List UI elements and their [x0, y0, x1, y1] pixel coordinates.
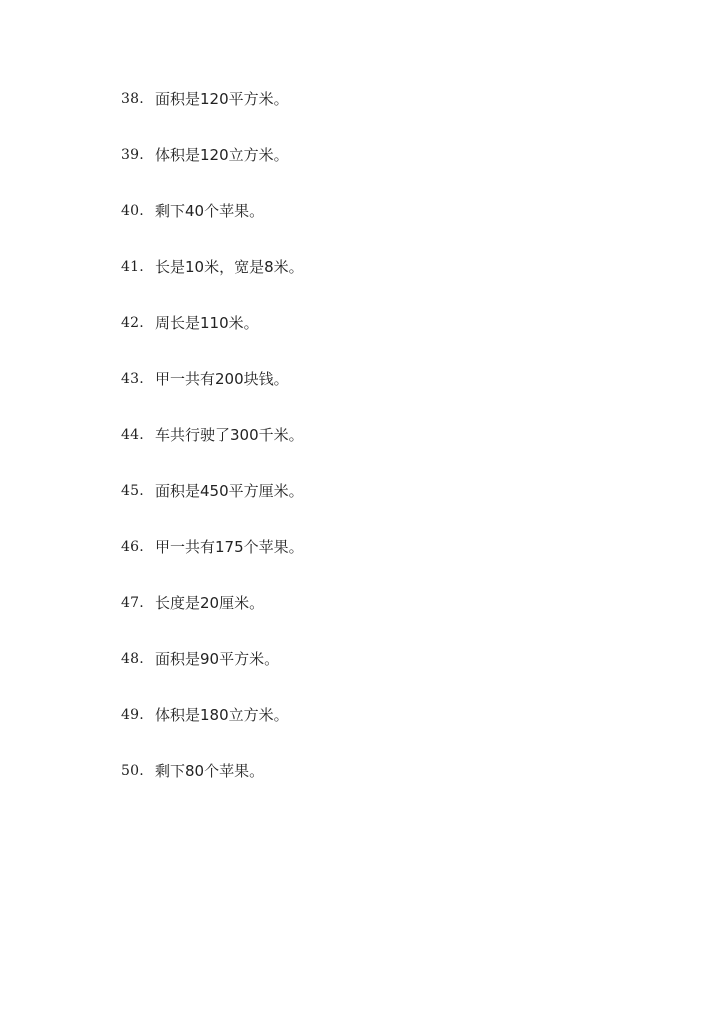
answer-item-41	[121, 255, 304, 311]
answer-number: 43.	[121, 371, 144, 387]
answer-text: 体积是120立方米。	[155, 146, 289, 164]
answer-text: 面积是120平方米。	[155, 90, 289, 108]
answer-number: 39.	[121, 147, 144, 163]
answer-text: 长是10米，宽是8米。	[155, 258, 304, 276]
answer-number: 44.	[121, 427, 144, 443]
answer-item-38	[121, 87, 304, 143]
answer-text: 面积是90平方米。	[155, 650, 280, 668]
answer-item-47	[121, 591, 304, 647]
answer-text: 面积是450平方厘米。	[155, 482, 304, 500]
answer-text: 车共行驶了300千米。	[155, 426, 304, 444]
answer-list	[121, 87, 304, 815]
answer-text: 甲一共有175个苹果。	[155, 538, 304, 556]
answer-number: 50.	[121, 763, 144, 779]
answer-item-42	[121, 311, 304, 367]
answer-item-46	[121, 535, 304, 591]
answer-item-49	[121, 703, 304, 759]
answer-number: 40.	[121, 203, 144, 219]
answer-item-39	[121, 143, 304, 199]
answer-item-43	[121, 367, 304, 423]
answer-text: 剩下80个苹果。	[155, 762, 265, 780]
answer-text: 甲一共有200块钱。	[155, 370, 289, 388]
answer-text: 长度是20厘米。	[155, 594, 265, 612]
answer-number: 47.	[121, 595, 144, 611]
answer-text: 周长是110米。	[155, 314, 259, 332]
answer-number: 48.	[121, 651, 144, 667]
answer-item-44	[121, 423, 304, 479]
answer-number: 42.	[121, 315, 144, 331]
answer-item-50	[121, 759, 304, 815]
answer-number: 49.	[121, 707, 144, 723]
answer-item-40	[121, 199, 304, 255]
answer-number: 45.	[121, 483, 144, 499]
answer-item-48	[121, 647, 304, 703]
answer-item-45	[121, 479, 304, 535]
answer-number: 38.	[121, 91, 144, 107]
answer-text: 剩下40个苹果。	[155, 202, 265, 220]
answer-text: 体积是180立方米。	[155, 706, 289, 724]
answer-number: 46.	[121, 539, 144, 555]
answer-number: 41.	[121, 259, 144, 275]
